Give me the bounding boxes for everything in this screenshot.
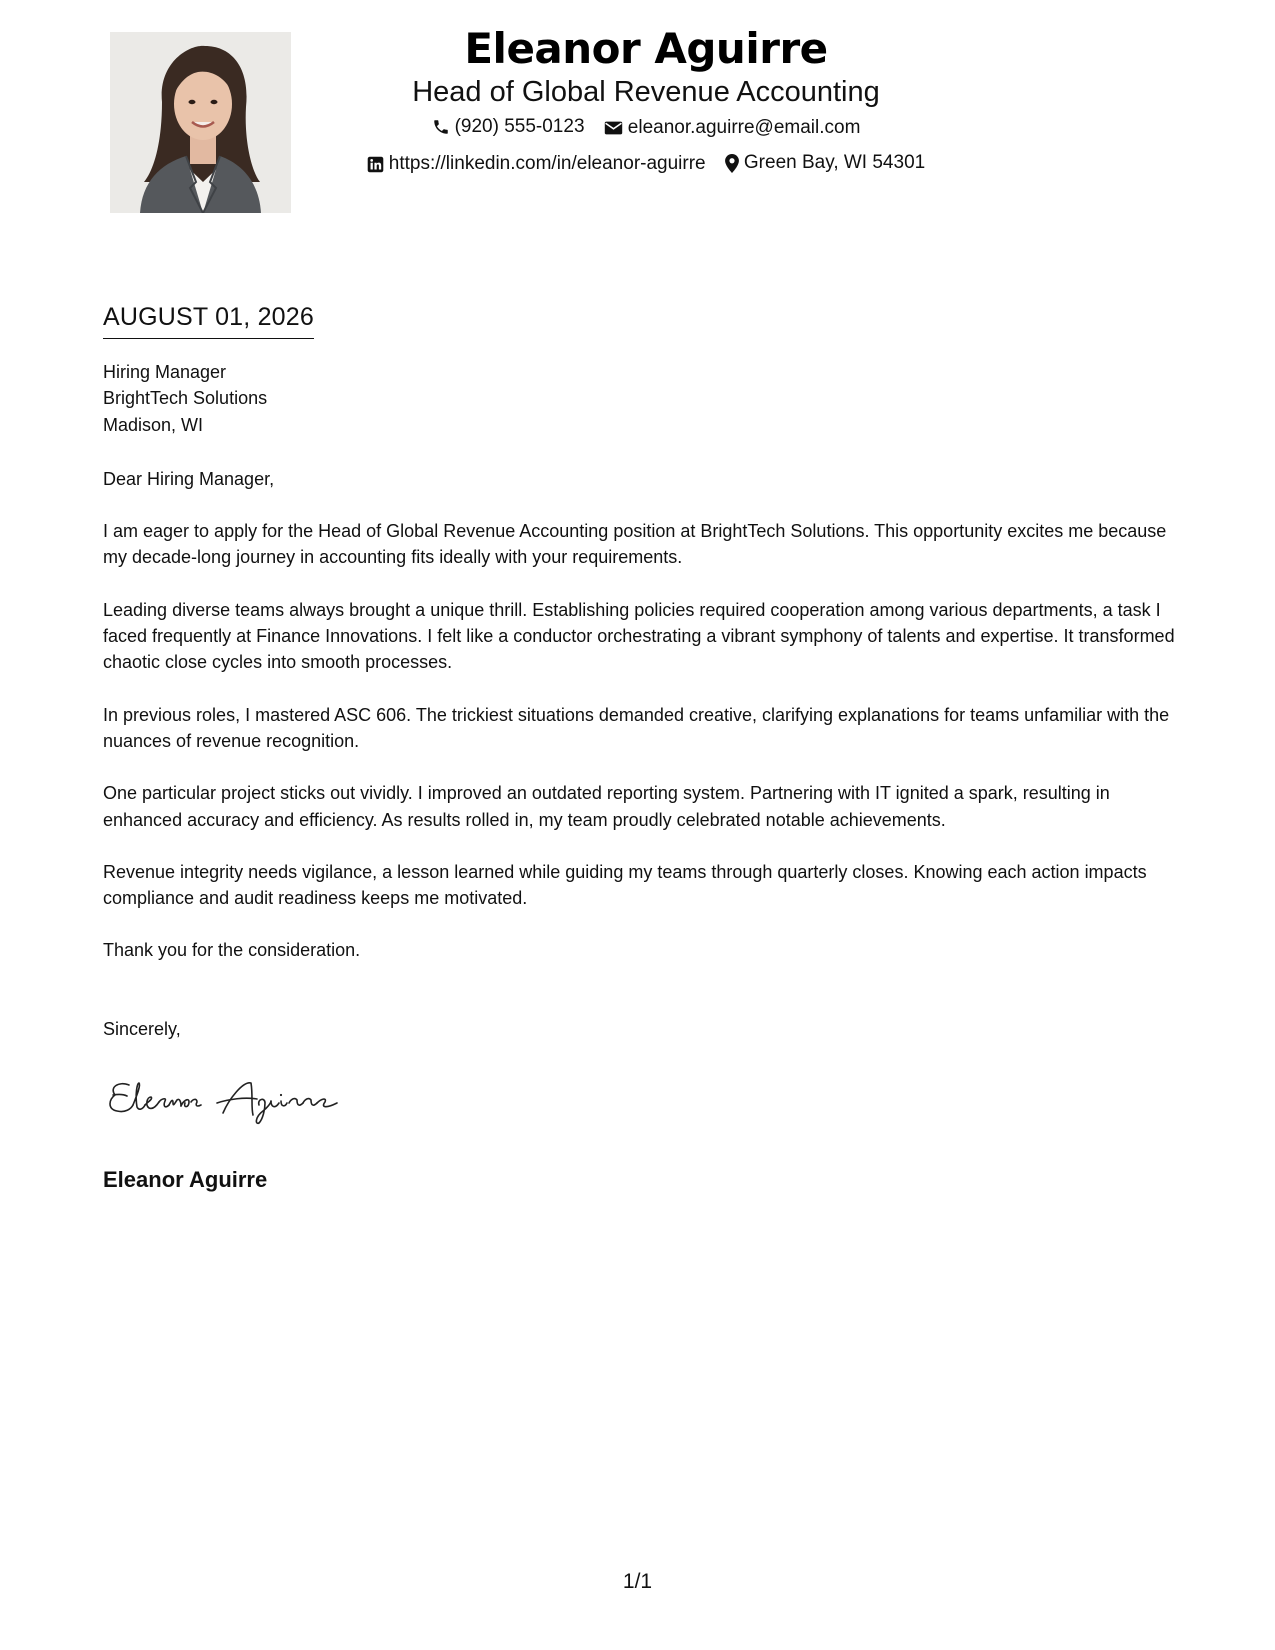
recipient-block <box>103 359 1188 438</box>
signer-name: Eleanor Aguirre <box>103 1167 268 1192</box>
body-paragraph: Thank you for the consideration. <box>103 940 361 961</box>
letter-date: AUGUST 01, 2026 <box>103 300 314 339</box>
handwritten-signature <box>105 1075 365 1127</box>
phone-text: (920) 555-0123 <box>454 116 585 137</box>
map-pin-icon <box>725 154 739 173</box>
contact-line-1 <box>300 115 992 143</box>
profile-photo <box>110 32 291 213</box>
contact-linkedin <box>367 152 706 176</box>
recipient-line: Madison, WI <box>103 414 204 435</box>
applicant-title: Head of Global Revenue Accounting <box>412 76 880 108</box>
body-paragraph: Revenue integrity needs vigilance, a lesson learned while guiding my teams through quarterly closes. Knowing each action impacts compliance and audit readiness keeps me motivated. <box>103 861 1147 909</box>
contact-line-2 <box>300 151 992 180</box>
contact-email <box>604 116 861 140</box>
recipient-line: Hiring Manager <box>103 362 227 382</box>
closing: Sincerely, <box>103 1018 181 1039</box>
body-paragraph: One particular project sticks out vividly. I improved an outdated reporting system. Partnering with IT ignited a spark, resulting in enhanced accuracy and efficiency. As results rolled in, my team proudly celebrated notable achievements. <box>103 783 1110 830</box>
body-paragraph: Leading diverse teams always brought a unique thrill. Establishing policies required cooperation among various departments, a task I faced frequently at Finance Innovations. I felt like a conductor orchestrating a vibrant symphony of talents and expertise. It transformed chaotic close cycles into smooth processes. <box>103 599 1175 673</box>
location-text: Green Bay, WI 54301 <box>743 152 926 173</box>
salutation: Dear Hiring Manager, <box>103 468 275 489</box>
phone-icon <box>432 118 450 136</box>
applicant-name: Eleanor Aguirre <box>464 24 828 73</box>
recipient-line: BrightTech Solutions <box>103 388 268 409</box>
envelope-icon <box>604 120 623 136</box>
contact-phone <box>432 115 585 139</box>
page-number: 1/1 <box>622 1570 653 1593</box>
linkedin-icon <box>367 156 384 173</box>
letter-body <box>103 359 1188 1042</box>
body-paragraph: In previous roles, I mastered ASC 606. The trickiest situations demanded creative, clarifying explanations for teams unfamiliar with the nuances of revenue recognition. <box>103 704 1170 751</box>
letter-header <box>300 18 992 180</box>
contact-location <box>725 151 925 175</box>
email-text: eleanor.aguirre@email.com <box>627 117 861 138</box>
letter-date-block <box>103 300 314 339</box>
linkedin-text: https://linkedin.com/in/eleanor-aguirre <box>388 153 706 174</box>
body-paragraph: I am eager to apply for the Head of Global Revenue Accounting position at BrightTech Solutions. This opportunity excites me because my decade-long journey in accounting fits ideally with your requirements. <box>103 521 1167 568</box>
